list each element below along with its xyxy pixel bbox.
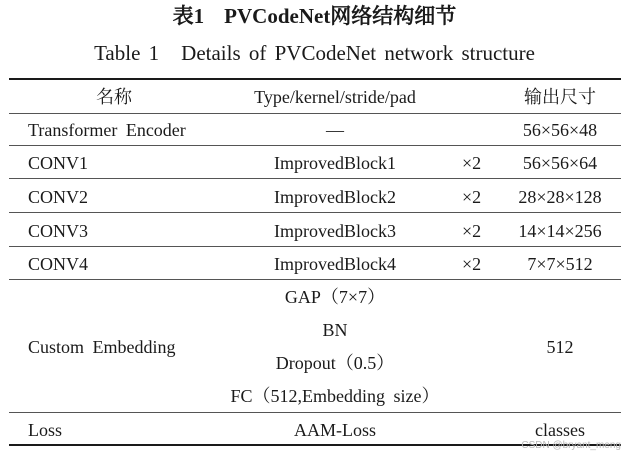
row-output: 56×56×64 [522,153,598,173]
row-rule [9,178,621,179]
row-multiplier: ×2 [462,153,482,173]
row-multiplier: ×2 [462,187,482,207]
row-output: 512 [546,337,574,357]
row-name: Transformer Encoder [28,120,186,140]
row-output: 28×28×128 [518,187,602,207]
embedding-layer-dropout: Dropout（0.5） [275,353,395,373]
row-output: 14×14×256 [518,221,602,241]
row-rule [9,246,621,247]
table-caption-english [0,40,629,66]
embedding-layer-bn: BN [322,320,348,340]
table-title-chinese: PVCodeNet网络结构细节 [224,4,457,28]
table-label-english: Table 1 [94,41,160,65]
row-output: classes [535,420,585,440]
row-name: Custom Embedding [28,337,176,357]
row-rule [9,412,621,413]
header-type: Type/kernel/stride/pad [254,87,416,107]
row-rule [9,212,621,213]
table-caption-chinese [0,4,629,28]
row-rule [9,145,621,146]
row-multiplier: ×2 [462,254,482,274]
row-rule [9,279,621,280]
row-name: CONV1 [28,153,89,173]
row-name: CONV2 [28,187,89,207]
row-type: ImprovedBlock3 [274,221,396,241]
table-label-chinese: 表1 [172,4,205,28]
row-name: CONV4 [28,254,89,274]
row-type: ImprovedBlock1 [274,153,396,173]
row-type: ImprovedBlock4 [274,254,396,274]
row-name: CONV3 [28,221,89,241]
embedding-layer-gap: GAP（7×7） [284,287,386,307]
row-type: — [326,120,344,140]
watermark: CSDN @bryant_meng [521,440,621,451]
embedding-layer-fc: FC（512,Embedding size） [230,386,440,406]
row-output: 7×7×512 [527,254,593,274]
table-top-rule [9,78,621,80]
header-name: 名称 [96,87,132,107]
row-name: Loss [28,420,63,440]
row-type: ImprovedBlock2 [274,187,396,207]
table-title-english: Details of PVCodeNet network structure [181,41,535,65]
header-output: 输出尺寸 [524,87,596,107]
row-type: AAM-Loss [293,420,376,440]
row-output: 56×56×48 [522,120,598,140]
row-multiplier: ×2 [462,221,482,241]
header-rule [9,113,621,114]
